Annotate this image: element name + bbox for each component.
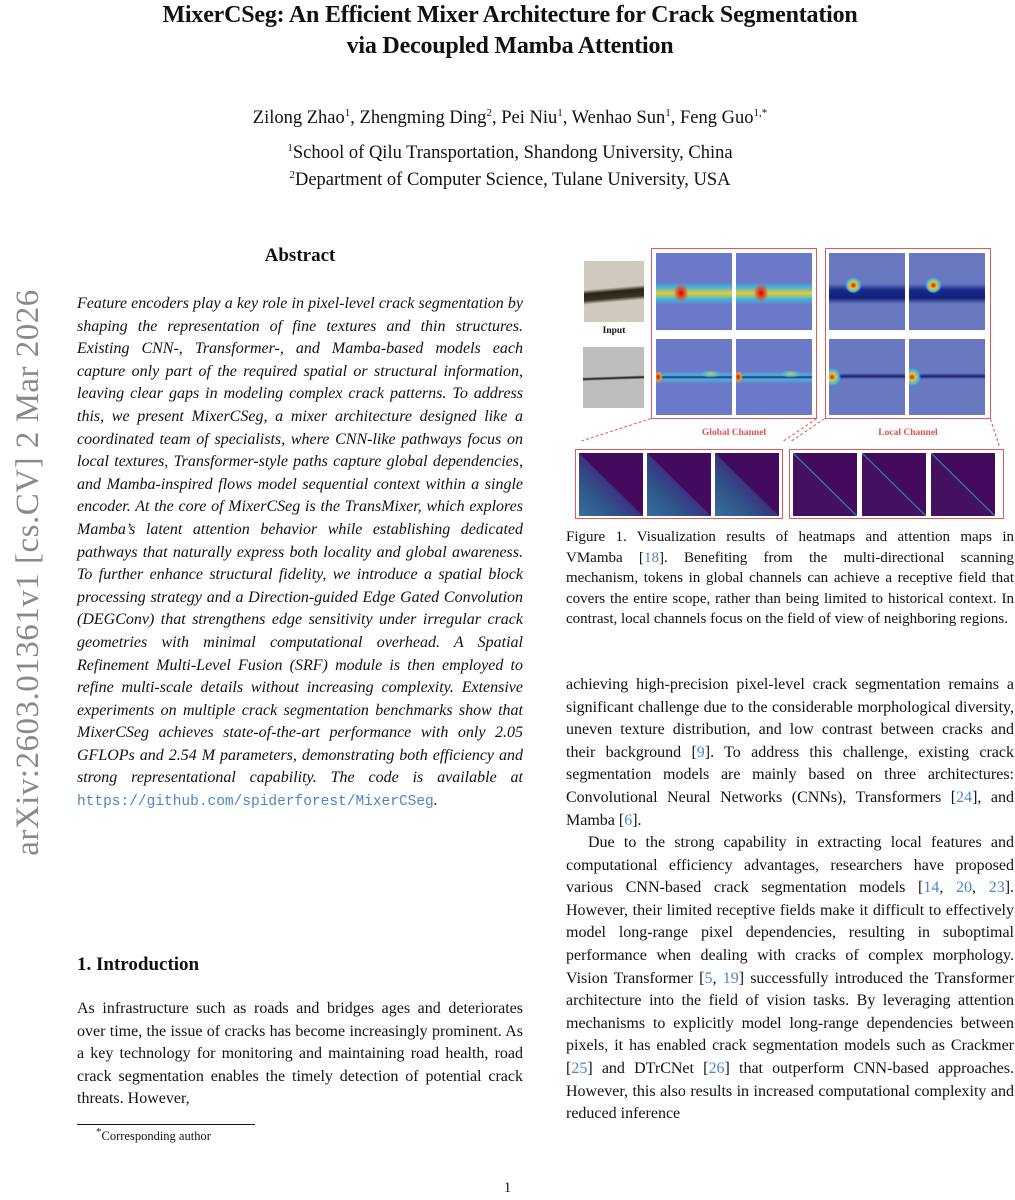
body-text: ], and Mamba [ bbox=[566, 788, 1014, 829]
global-attention-map bbox=[579, 453, 643, 516]
author-name: Zhengming Ding bbox=[359, 108, 487, 128]
input-image-crack-1 bbox=[584, 261, 644, 322]
citation-link[interactable]: 24 bbox=[956, 788, 973, 806]
author-affil-mark: 1 bbox=[344, 106, 351, 119]
figure-1 bbox=[575, 243, 1007, 520]
global-heatmap bbox=[656, 253, 732, 330]
body-text: Due to the strong capability in extracting local features and computational efficiency advantages, researchers have proposed various CNN-based crack segmentation models [ bbox=[566, 834, 1014, 897]
author-name: Pei Niu bbox=[501, 108, 558, 128]
citation-link[interactable]: 5 bbox=[704, 969, 713, 987]
figure-1-caption bbox=[566, 527, 1014, 630]
footnote-divider bbox=[77, 1124, 255, 1125]
affiliation-1 bbox=[60, 141, 960, 165]
affil-mark: 2 bbox=[289, 168, 295, 181]
body-text: ] successfully introduced the Transformer architecture into the field of vision tasks. By leveraging attention mechanisms to explicitly model long-range dependencies between pixels, it has enabled crack segmentation models such as Crackmer [ bbox=[566, 969, 1015, 1077]
author-name: Wenhao Sun bbox=[571, 108, 666, 128]
paper-title bbox=[60, 0, 960, 62]
author-list: Zilong Zhao$^1$, Zhengming Ding$^2$, Pei Niu$^1$, Wenhao Sun$^1$, Feng Guo$^{1,*}$ bbox=[252, 106, 768, 128]
caption-text: ]. Benefiting from the multi-directional scanning mechanism, tokens in global channels can achieve a receptive field that covers the entire scope, rather than being limited to historical context. In contrast, local channels focus on the field of view of neighboring regions. bbox=[566, 549, 1015, 628]
body-text: ] and DTrCNet [ bbox=[587, 1059, 709, 1077]
local-heatmap bbox=[829, 253, 905, 330]
abstract-text: Feature encoders play a key role in pixel-level crack segmentation by shaping the representation of fine textures and thin structures. Existing CNN-, Transformer-, and Mamba-based models each capture only part of the required spatial or structural information, leaving clear gaps in modeling complex crack patterns. To address this, we present MixerCSeg, a mixer architecture designed like a coordinated team of specialists, where CNN-like pathways focus on local textures, Transformer-style paths capture global dependencies, and Mamba-inspired flows model sequential context within a single encoder. At the core of MixerCSeg is the TransMixer, which explores Mamba’s latent attention behavior while establishing dedicated pathways that naturally express both locality and global awareness. To further enhance structural fidelity, we introduce a spatial block processing strategy and a Direction-guided Edge Gated Convolution (DEGConv) that strengthens edge sensitivity under irregular crack geometries with minimal computational overhead. A Spatial Refinement Multi-Level Fusion (SRF) module is then employed to refine multi-scale details without increasing complexity. Extensive experiments on multiple crack segmentation benchmarks show that MixerCSeg achieves state-of-the-art performance with only 2.05 GFLOPs and 2.54 M parameters, demonstrating both efficiency and strong representational capability. The code is available at bbox=[77, 295, 523, 787]
code-repository-link[interactable]: https://github.com/spiderforest/MixerCSeg bbox=[77, 794, 434, 811]
local-heatmap bbox=[909, 339, 985, 415]
global-attention-map bbox=[647, 453, 711, 516]
author-affil-mark: 2 bbox=[486, 106, 492, 119]
intro-paragraph-continued bbox=[566, 674, 1014, 832]
body-text: achieving high-precision pixel-level crack segmentation remains a significant challenge due to the considerable morphological diversity, uneven texture distribution, and low contrast between cracks and their background [ bbox=[566, 676, 1014, 761]
local-channel-label: Local Channel bbox=[878, 428, 938, 438]
body-text: ]. To address this challenge, existing crack segmentation models are mainly based on three architectures: Convolutional Neural Networks (CNNs), Transformers [ bbox=[566, 743, 1015, 806]
global-heatmap bbox=[736, 339, 812, 415]
page-number: 1 bbox=[503, 1180, 512, 1196]
affil-mark: 1 bbox=[287, 141, 293, 154]
title-line-1: MixerCSeg: An Efficient Mixer Architecture for Crack Segmentation bbox=[162, 2, 858, 28]
abstract-tail: . bbox=[433, 792, 438, 810]
citation-link[interactable]: 26 bbox=[708, 1059, 725, 1077]
local-attention-map bbox=[793, 453, 857, 516]
body-text: , bbox=[939, 879, 957, 897]
global-attention-map bbox=[715, 453, 779, 516]
section-heading-introduction: 1. Introduction bbox=[77, 954, 200, 975]
zoom-connector-line bbox=[581, 418, 651, 442]
local-attention-map bbox=[862, 453, 926, 516]
zoom-connector-line bbox=[990, 419, 1000, 446]
input-label: Input bbox=[602, 326, 626, 336]
author-affil-mark: 1 bbox=[557, 106, 563, 119]
title-line-2: via Decoupled Mamba Attention bbox=[346, 33, 674, 59]
citation-link[interactable]: 23 bbox=[988, 879, 1005, 897]
local-heatmap bbox=[829, 339, 905, 415]
author-name: Feng Guo bbox=[679, 108, 754, 128]
body-text: ] that outperform CNN-based approaches. However, this also results in increased computational complexity and reduced inference bbox=[566, 1059, 1015, 1123]
citation-link[interactable]: 20 bbox=[956, 879, 973, 897]
citation-link[interactable]: 19 bbox=[722, 969, 739, 987]
footnote bbox=[96, 1125, 211, 1144]
body-text: ]. However, their limited receptive fields make it difficult to effectively model long-range pixel dependencies, resulting in suboptimal performance when dealing with cracks of complex morphology. Vision Transformer [ bbox=[566, 879, 1015, 987]
citation-link[interactable]: 25 bbox=[571, 1059, 588, 1077]
local-attention-map bbox=[931, 453, 995, 516]
citation-link[interactable]: 18 bbox=[643, 549, 659, 566]
global-heatmap bbox=[656, 339, 732, 415]
input-image-crack-2 bbox=[583, 347, 644, 408]
abstract-body bbox=[77, 293, 523, 814]
arxiv-identifier-stamp bbox=[6, 222, 50, 922]
caption-text: Figure 1. Visualization results of heatmaps and attention maps in VMamba [ bbox=[566, 529, 1014, 566]
body-text: , bbox=[972, 879, 989, 897]
footnote-mark: * bbox=[96, 1125, 102, 1138]
intro-paragraph-cnn bbox=[566, 832, 1014, 1126]
author-affil-mark: 1 bbox=[665, 106, 671, 119]
citation-link[interactable]: 14 bbox=[923, 879, 940, 897]
global-heatmap bbox=[736, 253, 812, 330]
citation-link[interactable]: 9 bbox=[696, 743, 705, 761]
affiliation-2 bbox=[60, 168, 960, 192]
body-text: ]. bbox=[632, 811, 642, 829]
author-name: Zilong Zhao bbox=[252, 108, 345, 128]
affiliation-text: Department of Computer Science, Tulane University, USA bbox=[294, 170, 731, 190]
citation-link[interactable]: 6 bbox=[624, 811, 633, 829]
arxiv-stamp-text: arXiv:2603.01361v1 [cs.CV] 2 Mar 2026 bbox=[9, 288, 46, 856]
global-channel-label: Global Channel bbox=[701, 428, 767, 438]
affiliation-text: School of Qilu Transportation, Shandong University, China bbox=[292, 143, 733, 163]
body-text: , bbox=[712, 969, 723, 987]
abstract-heading: Abstract bbox=[264, 245, 336, 266]
footnote-text: Corresponding author bbox=[101, 1129, 211, 1143]
local-heatmap bbox=[909, 253, 985, 330]
author-affil-mark: 1,* bbox=[753, 106, 768, 119]
introduction-paragraph: As infrastructure such as roads and bridges ages and deteriorates over time, the issue of cracks has become increasingly prominent. As a key technology for monitoring and maintaining road health, road crack segmentation enables the timely detection of potential crack threats. However, bbox=[77, 1000, 523, 1108]
